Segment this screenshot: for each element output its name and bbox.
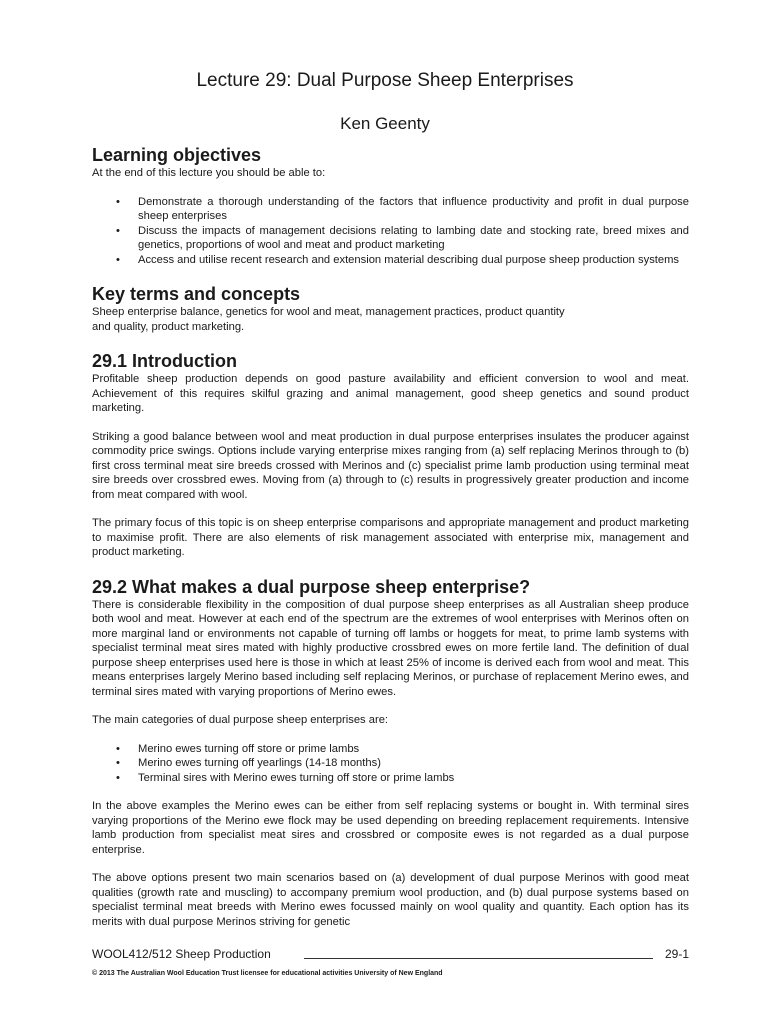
key-terms-heading: Key terms and concepts <box>92 284 301 304</box>
list-item: • Merino ewes turning off store or prime lambs <box>92 742 689 757</box>
intro-paragraph: Profitable sheep production depends on good pasture availability and efficient conversion to wool and meat. Achievement of this requires skilful grazing and animal management, good sheep genetics and sound product marketing. <box>92 373 689 414</box>
learning-intro: At the end of this lecture you should be able to: <box>92 167 326 179</box>
intro-paragraph: Striking a good balance between wool and meat production in dual purpose enterprises insulates the producer against commodity price swings. Options include varying enterprise mixes ranging from (a) self replacing Merinos through to (b) first cross terminal meat sire breeds crossed with Merinos and (c) specialist prime lamb production using terminal meat sire breeds over crossbred ewes. Moving from (a) through to (c) results in progressively greater production and income from meat compared with wool. <box>92 430 689 501</box>
list-item: • Access and utilise recent research and extension material describing dual purpose sheep production systems <box>92 253 689 268</box>
intro-paragraph: The primary focus of this topic is on sheep enterprise comparisons and appropriate management and product marketing to maximise profit. There are also elements of risk management associated with enterprise mix, management and product marketing. <box>92 517 689 558</box>
main-content <box>92 144 689 929</box>
list-item: • Demonstrate a thorough understanding of the factors that influence productivity and profit in dual purpose sheep enterprises <box>92 195 689 224</box>
learning-objectives-heading: Learning objectives <box>92 145 262 165</box>
lecture-title: Lecture 29: Dual Purpose Sheep Enterprises <box>196 70 574 91</box>
page-number: 29-1 <box>664 947 689 961</box>
learning-objectives-list <box>92 195 689 268</box>
key-terms-line-2: and quality, product marketing. <box>92 320 245 333</box>
copyright-notice: © 2013 The Australian Wool Education Trust licensee for educational activities University of New England <box>92 970 443 977</box>
list-item: • Merino ewes turning off yearlings (14-18 months) <box>92 756 689 771</box>
section-2-paragraph: The above options present two main scenarios based on (a) development of dual purpose Merinos with good meat qualities (growth rate and muscling) to accompany premium wool production, and (b) dual purpose systems based on specialist terminal meat breeds with Merino ewes focussed mainly on wool quality and quantity. Each option has its merits with dual purpose Merinos striving for genetic <box>92 872 689 928</box>
section-2-paragraph: The main categories of dual purpose sheep enterprises are: <box>92 714 389 726</box>
key-terms-line-1: Sheep enterprise balance, genetics for wool and meat, management practices, product quantity <box>92 306 565 318</box>
list-item: • Terminal sires with Merino ewes turning off store or prime lambs <box>92 771 689 786</box>
section-2-paragraph: There is considerable flexibility in the composition of dual purpose sheep enterprises as all Australian sheep produce both wool and meat. However at each end of the spectrum are the extremes of wool enterprises with Merinos often on more marginal land or environments not capable of turning off lambs or hoggets for meat, to prime lamb systems with specialist terminal meat sires mated with highly productive crossbred ewes on more fertile land. The definition of dual purpose sheep enterprises used here is those in which at least 25% of income is derived each from wool and meat. This means enterprises largely Merino based including self replacing Merinos, or purchase of replacement Merino ewes, and terminal sires mated with varying proportions of Merino ewes. <box>92 598 689 698</box>
categories-list <box>92 742 689 786</box>
section-2-heading: 29.2 What makes a dual purpose sheep enterprise? <box>92 576 531 597</box>
introduction-heading: 29.1 Introduction <box>92 351 238 371</box>
footer-rule <box>304 958 653 959</box>
section-2-paragraph: In the above examples the Merino ewes can be either from self replacing systems or bought in. With terminal sires varying proportions of the Merino ewe flock may be used depending on breeding replacement requirements. Intensive lamb production from specialist meat sires and crossbred or composite ewes is not regarded as a dual purpose enterprise. <box>92 800 689 856</box>
author-name: Ken Geenty <box>340 114 430 133</box>
list-item: • Discuss the impacts of management decisions relating to lambing date and stocking rate, breed mixes and genetics, proportions of wool and meat and product marketing <box>92 224 689 253</box>
course-code: WOOL412/512 Sheep Production <box>92 947 271 961</box>
page-footer <box>92 947 689 961</box>
